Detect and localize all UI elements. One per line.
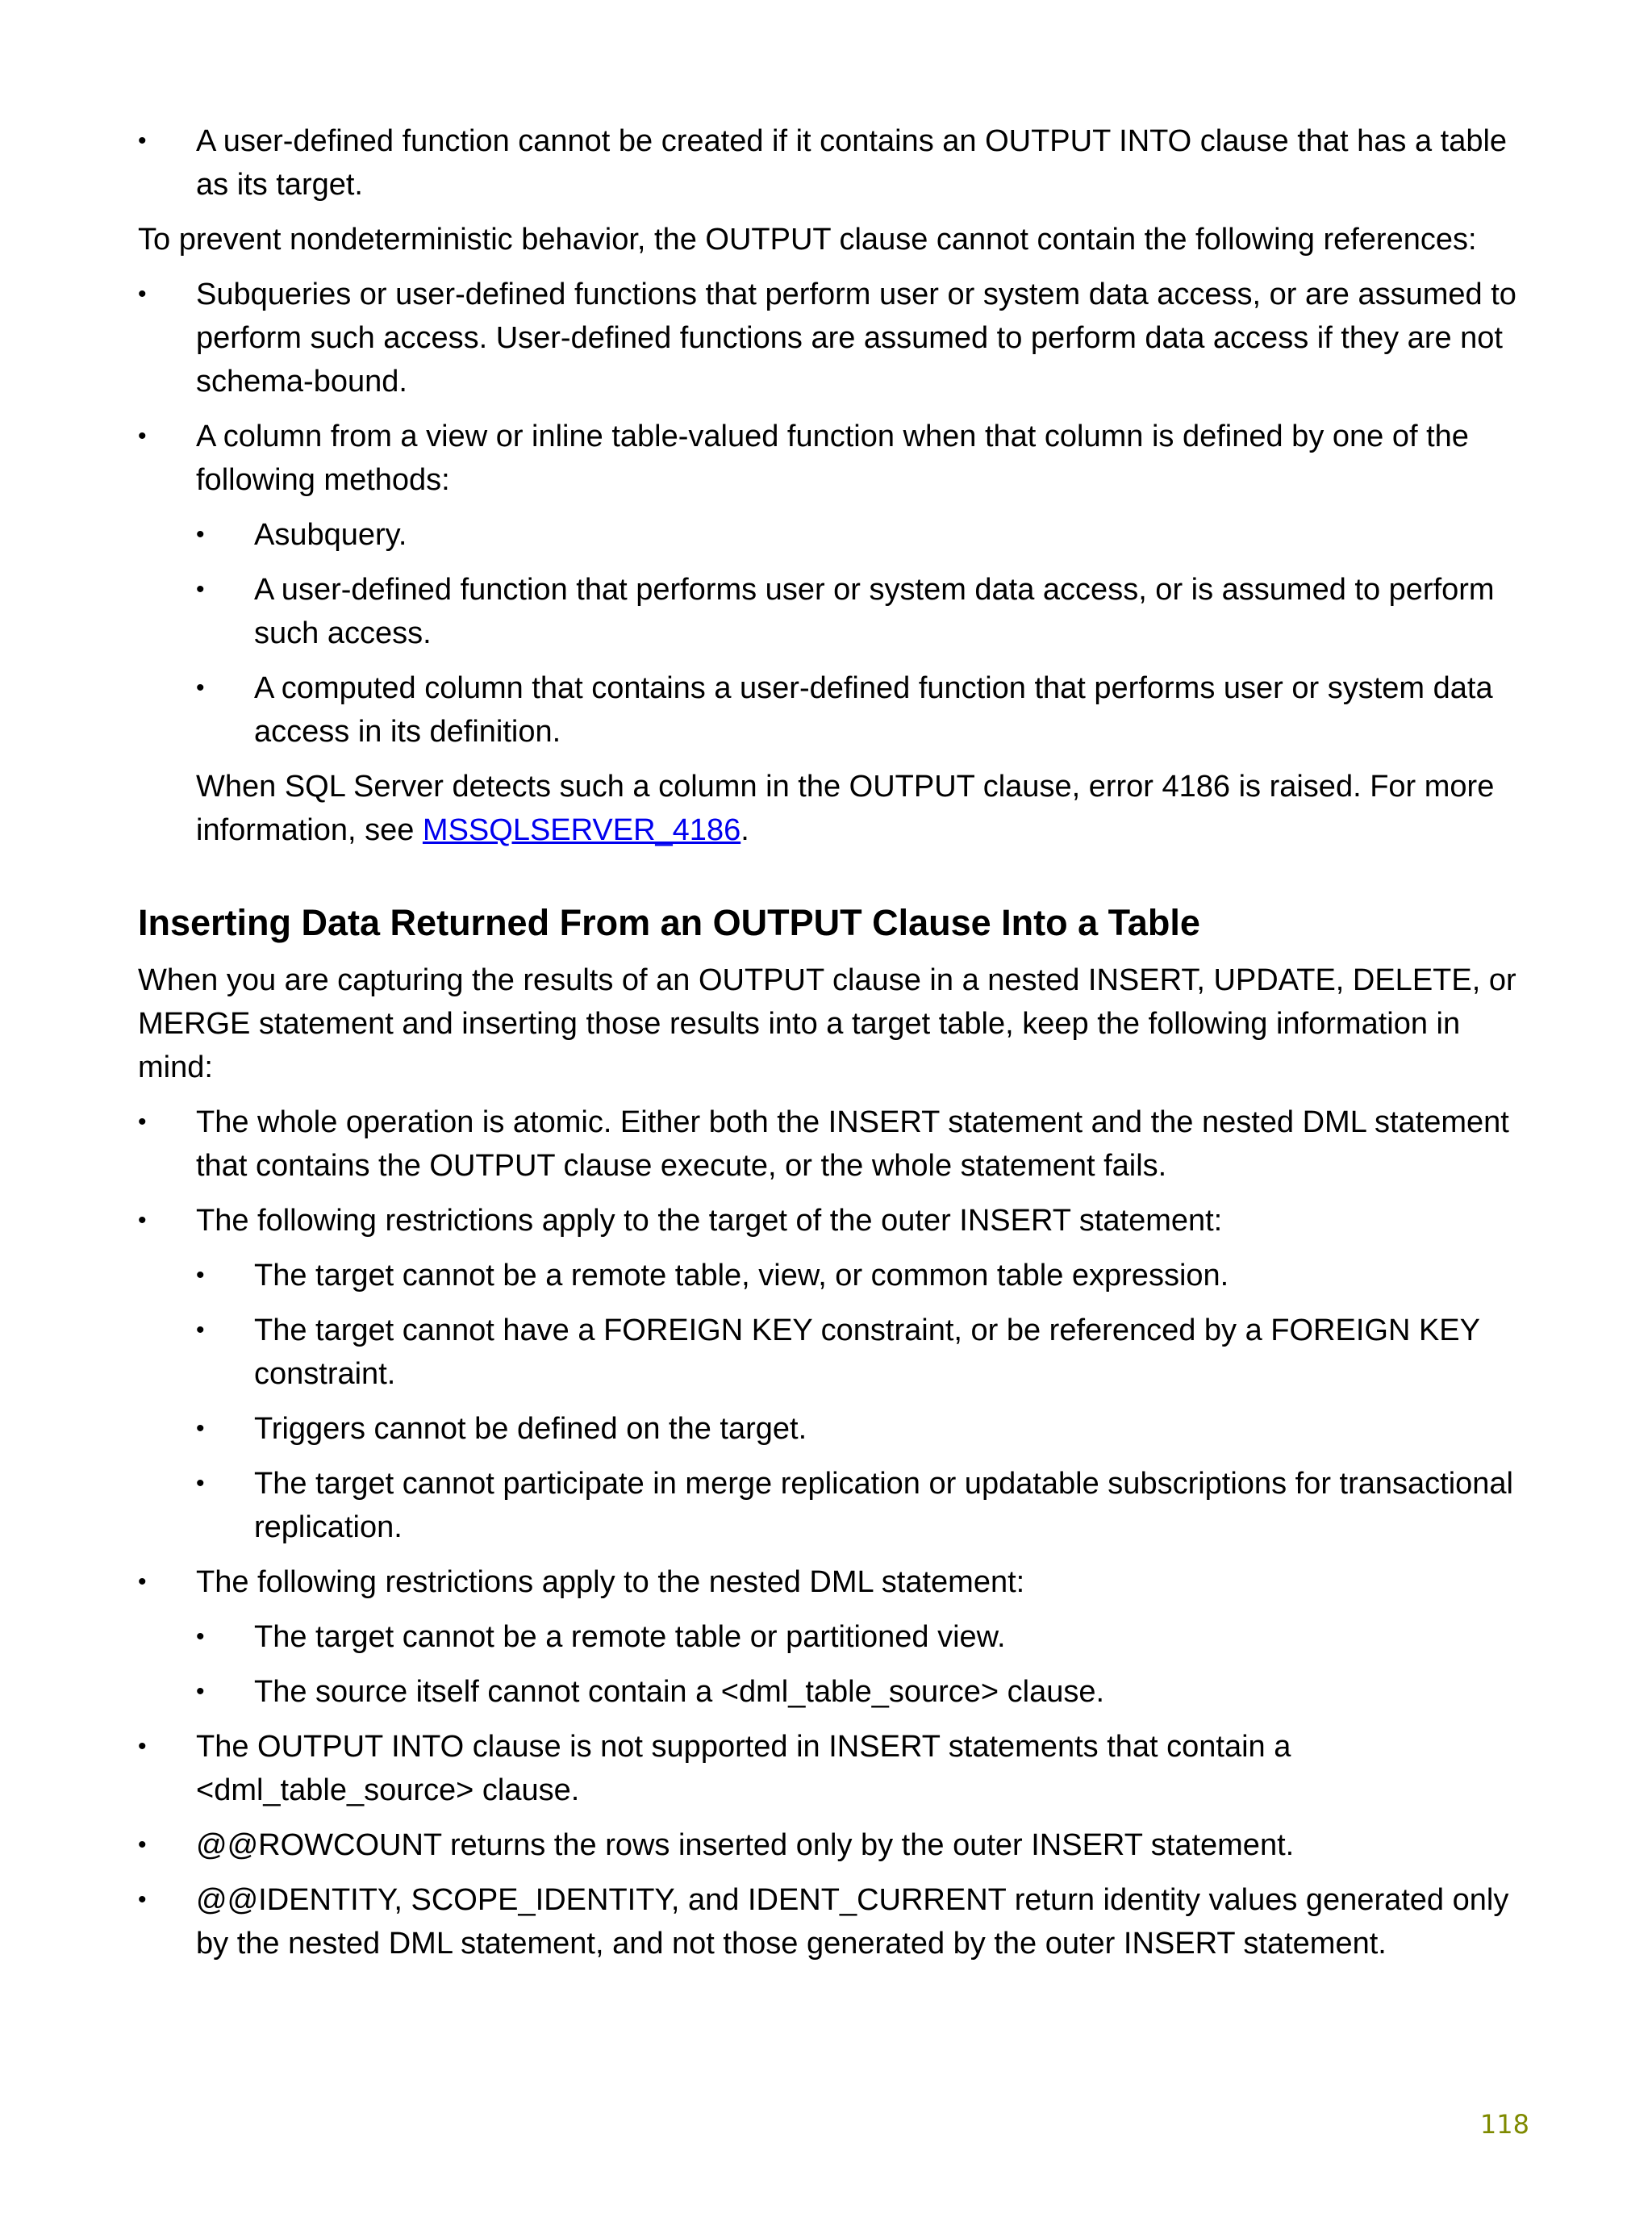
list-item: [138, 1878, 1525, 1965]
bullet-icon: •: [196, 1678, 205, 1705]
bullet-list-top: [138, 119, 1525, 207]
list-item-text: @@ROWCOUNT returns the rows inserted only by the outer INSERT statement.: [196, 1828, 1295, 1862]
sub-list-item: [196, 1254, 1525, 1297]
list-item: [138, 273, 1525, 403]
sub-list-item: [196, 1407, 1525, 1451]
list-item-text: The following restrictions apply to the nested DML statement:: [196, 1565, 1025, 1599]
list-item-text: @@IDENTITY, SCOPE_IDENTITY, and IDENT_CURRENT return identity values generated only by the nested DML statement, and not those generated by the outer INSERT statement.: [196, 1883, 1509, 1961]
error-note-period: .: [740, 813, 749, 847]
bullet-list-insert: [138, 1100, 1525, 1242]
list-item-text: The following restrictions apply to the target of the outer INSERT statement:: [196, 1204, 1223, 1238]
bullet-icon: •: [196, 1262, 205, 1288]
list-item-text: A user-defined function that performs user or system data access, or is assumed to perform such access.: [254, 573, 1495, 650]
sub-bullet-list-outer-target: [196, 1254, 1525, 1549]
list-item-text: Asubquery.: [254, 518, 407, 552]
bullet-icon: •: [196, 576, 205, 603]
bullet-icon: •: [138, 1886, 147, 1913]
bullet-icon: •: [196, 674, 205, 701]
sub-list-item: [196, 568, 1525, 655]
bullet-icon: •: [138, 423, 147, 449]
list-item-text: The target cannot have a FOREIGN KEY constraint, or be referenced by a FOREIGN KEY constraint.: [254, 1313, 1480, 1391]
list-item-text: A column from a view or inline table-valued function when that column is defined by one of the following methods:: [196, 420, 1469, 497]
list-item: [138, 1199, 1525, 1242]
sub-list-item: [196, 1462, 1525, 1549]
page-number: 118: [1479, 2109, 1529, 2140]
bullet-icon: •: [196, 1623, 205, 1650]
list-item-text: Triggers cannot be defined on the target.: [254, 1412, 807, 1446]
list-item: [138, 1560, 1525, 1604]
list-item: [138, 415, 1525, 502]
error-note-text: When SQL Server detects such a column in the OUTPUT clause, error 4186 is raised. For more information, see: [196, 770, 1495, 847]
list-item-text: Subqueries or user-defined functions that perform user or system data access, or are assumed to perform such access. User-defined functions are assumed to perform data access if they are not schema-bound.: [196, 278, 1516, 399]
bullet-list-insert-tail: [138, 1725, 1525, 1965]
bullet-icon: •: [196, 1317, 205, 1343]
sub-list-item: [196, 1615, 1525, 1659]
bullet-icon: •: [138, 1568, 147, 1595]
list-item: [138, 1100, 1525, 1188]
bullet-list-insert-cont: [138, 1560, 1525, 1604]
list-item-text: A user-defined function cannot be created if it contains an OUTPUT INTO clause that has a table as its target.: [196, 124, 1508, 202]
list-item-text: A computed column that contains a user-defined function that performs user or system data access in its definition.: [254, 671, 1493, 749]
paragraph-nondeterministic: To prevent nondeterministic behavior, the OUTPUT clause cannot contain the following references:: [138, 223, 1477, 257]
list-item-text: The whole operation is atomic. Either both the INSERT statement and the nested DML statement that contains the OUTPUT clause execute, or the whole statement fails.: [196, 1105, 1509, 1183]
list-item-text: The target cannot be a remote table or partitioned view.: [254, 1620, 1006, 1654]
bullet-icon: •: [138, 1831, 147, 1858]
bullet-icon: •: [196, 1415, 205, 1442]
bullet-icon: •: [138, 1207, 147, 1234]
list-item: [138, 1725, 1525, 1812]
sub-list-item: [196, 1670, 1525, 1714]
section-heading: Inserting Data Returned From an OUTPUT Clause Into a Table: [138, 902, 1200, 943]
bullet-icon: •: [196, 521, 205, 548]
bullet-icon: •: [196, 1470, 205, 1497]
sub-list-item: [196, 666, 1525, 754]
list-item: [138, 1823, 1525, 1867]
sub-bullet-list-methods: [196, 513, 1525, 754]
list-item-text: The source itself cannot contain a <dml_table_source> clause.: [254, 1675, 1105, 1709]
bullet-list-references: [138, 273, 1525, 502]
sub-list-item: [196, 1309, 1525, 1396]
sub-list-item: [196, 513, 1525, 557]
error-note: [138, 765, 1525, 852]
list-item: [138, 119, 1525, 207]
list-item-text: The target cannot participate in merge replication or updatable subscriptions for transactional replication.: [254, 1467, 1513, 1544]
bullet-icon: •: [138, 281, 147, 307]
mssqlserver-4186-link[interactable]: MSSQLSERVER_4186: [422, 813, 741, 847]
document-page: [138, 119, 1525, 1977]
list-item-text: The OUTPUT INTO clause is not supported in INSERT statements that contain a <dml_table_source> clause.: [196, 1730, 1291, 1807]
bullet-icon: •: [138, 127, 147, 154]
list-item-text: The target cannot be a remote table, view, or common table expression.: [254, 1259, 1229, 1293]
sub-bullet-list-nested-dml: [196, 1615, 1525, 1714]
section-intro: When you are capturing the results of an OUTPUT clause in a nested INSERT, UPDATE, DELETE, or MERGE statement and inserting those results into a target table, keep the following information in mind:: [138, 963, 1516, 1084]
bullet-icon: •: [138, 1733, 147, 1760]
bullet-icon: •: [138, 1109, 147, 1135]
